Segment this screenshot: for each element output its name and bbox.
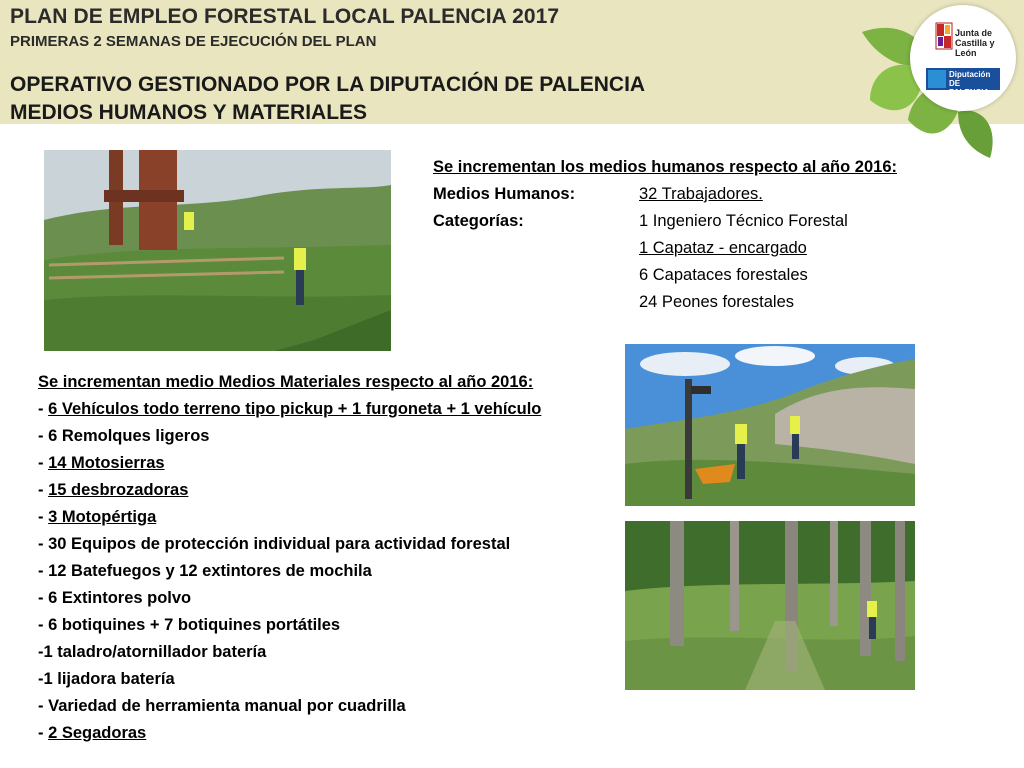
list-item-text: 1 lijadora batería [43, 670, 175, 688]
list-item-text: 6 Vehículos todo terreno tipo pickup + 1 furgoneta + 1 vehículo [48, 400, 542, 418]
page-subtitle: PRIMERAS 2 SEMANAS DE EJECUCIÓN DEL PLAN [10, 33, 377, 50]
categoria-item: 24 Peones forestales [639, 293, 795, 311]
list-item [38, 454, 165, 473]
list-dash: - [38, 724, 49, 742]
list-dash: - [38, 643, 44, 661]
list-dash: - [38, 670, 44, 688]
medios-humanos-value: 32 Trabajadores. [639, 185, 763, 203]
list-item [38, 508, 156, 527]
list-item-text: 30 Equipos de protección individual para actividad forestal [48, 535, 511, 553]
dip-logo-text-2: DE PALENCIA [949, 79, 990, 97]
list-item-text: 2 Segadoras [48, 724, 147, 742]
photo-workers-slope [625, 344, 915, 506]
list-item [38, 400, 541, 419]
photo-forest-workers [625, 521, 915, 690]
list-dash: - [38, 616, 49, 634]
jcyl-logo-text-1: Junta de [955, 28, 993, 38]
list-item [38, 562, 372, 581]
page-title: PLAN DE EMPLEO FORESTAL LOCAL PALENCIA 2017 [10, 5, 560, 28]
humanos-heading: Se incrementan los medios humanos respecto al año 2016: [433, 158, 897, 176]
photo-workers-sculpture [44, 150, 391, 351]
categoria-item: 1 Capataz - encargado [639, 239, 807, 257]
list-item [38, 697, 406, 716]
section-title-line2: MEDIOS HUMANOS Y MATERIALES [10, 101, 368, 124]
list-item [38, 724, 146, 743]
list-item-text: 6 botiquines + 7 botiquines portátiles [48, 616, 341, 634]
medios-humanos-label: Medios Humanos: [433, 185, 576, 203]
list-item-text: 3 Motopértiga [48, 508, 157, 526]
diputacion-palencia-logo [926, 68, 1000, 97]
list-item [38, 481, 188, 500]
list-dash: - [38, 481, 49, 499]
list-item-text: 1 taladro/atornillador batería [43, 643, 267, 661]
materiales-heading: Se incrementan medio Medios Materiales respecto al año 2016: [38, 373, 534, 391]
list-item [38, 643, 266, 662]
list-item [38, 616, 340, 635]
list-item [38, 535, 510, 554]
list-dash: - [38, 400, 49, 418]
list-item [38, 589, 191, 608]
list-dash: - [38, 562, 49, 580]
list-item-text: 6 Remolques ligeros [48, 427, 210, 445]
coat-of-arms-icon [935, 22, 953, 52]
list-dash: - [38, 427, 49, 445]
categoria-item: 1 Ingeniero Técnico Forestal [639, 212, 848, 230]
list-item-text: 6 Extintores polvo [48, 589, 192, 607]
list-item-text: 15 desbrozadoras [48, 481, 189, 499]
list-dash: - [38, 697, 49, 715]
diputacion-arch-icon [928, 70, 946, 88]
list-dash: - [38, 508, 49, 526]
junta-castilla-leon-logo [935, 22, 1005, 62]
dip-logo-text-1: Diputación [949, 70, 991, 79]
list-dash: - [38, 535, 49, 553]
jcyl-logo-text-2: Castilla y León [955, 38, 995, 58]
list-item [38, 670, 175, 689]
list-item-text: 12 Batefuegos y 12 extintores de mochila [48, 562, 372, 580]
categoria-item: 6 Capataces forestales [639, 266, 808, 284]
list-dash: - [38, 454, 49, 472]
list-item-text: 14 Motosierras [48, 454, 165, 472]
list-item-text: Variedad de herramienta manual por cuadrilla [48, 697, 406, 715]
list-item [38, 427, 209, 446]
categorias-label: Categorías: [433, 212, 524, 230]
list-dash: - [38, 589, 49, 607]
section-title-line1: OPERATIVO GESTIONADO POR LA DIPUTACIÓN DE PALENCIA [10, 73, 646, 96]
